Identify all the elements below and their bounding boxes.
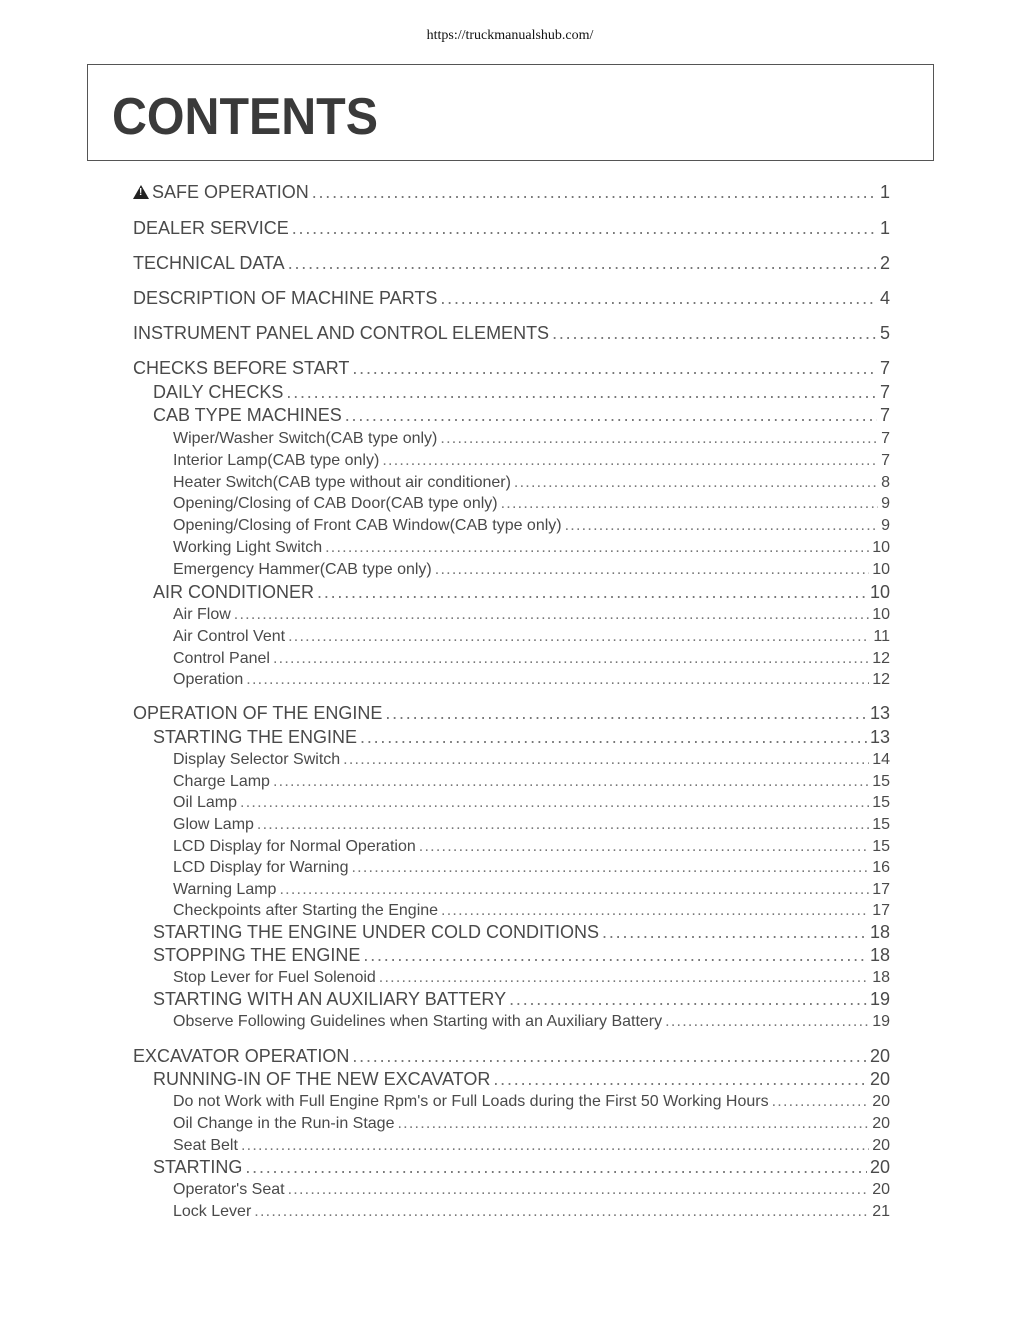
toc-page: 15 bbox=[872, 794, 890, 811]
toc-label: Opening/Closing of Front CAB Window(CAB type only) bbox=[173, 517, 562, 534]
toc-label: RUNNING-IN OF THE NEW EXCAVATOR bbox=[153, 1069, 491, 1089]
toc-page: 1 bbox=[879, 218, 890, 238]
toc-label: Opening/Closing of CAB Door(CAB type only) bbox=[173, 495, 498, 512]
dot-leader bbox=[552, 323, 877, 344]
toc-label: Glow Lamp bbox=[173, 816, 254, 833]
toc-label: Display Selector Switch bbox=[173, 751, 341, 768]
warning-triangle-icon bbox=[133, 185, 149, 199]
toc-entry bbox=[173, 859, 890, 877]
toc-page: 21 bbox=[872, 1203, 890, 1220]
dot-leader bbox=[312, 182, 877, 203]
dot-leader bbox=[565, 517, 878, 535]
dot-leader bbox=[254, 1203, 869, 1221]
toc-label: Working Light Switch bbox=[173, 539, 323, 556]
toc-page: 20 bbox=[872, 1115, 890, 1132]
toc-page: 10 bbox=[872, 561, 890, 578]
dot-leader bbox=[509, 989, 867, 1010]
toc-label: Seat Belt bbox=[173, 1137, 238, 1154]
dot-leader bbox=[379, 969, 869, 987]
toc-entry bbox=[133, 703, 890, 724]
dot-leader bbox=[288, 628, 870, 646]
source-url: https://truckmanualshub.com/ bbox=[426, 28, 594, 43]
toc-page: 12 bbox=[872, 671, 890, 688]
toc-entry bbox=[173, 1181, 890, 1199]
toc-label: DESCRIPTION OF MACHINE PARTS bbox=[133, 288, 438, 308]
dot-leader bbox=[351, 859, 869, 877]
dot-leader bbox=[352, 1046, 867, 1067]
toc-entry bbox=[153, 945, 890, 966]
dot-leader bbox=[241, 1137, 869, 1155]
toc-entry bbox=[173, 751, 890, 769]
dot-leader bbox=[273, 773, 869, 791]
dot-leader bbox=[240, 794, 869, 812]
toc-label: Checkpoints after Starting the Engine bbox=[173, 902, 439, 919]
toc-entry bbox=[153, 1157, 890, 1178]
dot-leader bbox=[257, 816, 869, 834]
toc-label: EXCAVATOR OPERATION bbox=[133, 1046, 350, 1066]
toc-entry bbox=[153, 582, 890, 603]
toc-entry bbox=[173, 606, 890, 624]
toc-entry bbox=[173, 474, 890, 492]
dot-leader bbox=[292, 218, 877, 239]
toc-label: CAB TYPE MACHINES bbox=[153, 405, 342, 425]
toc-entry bbox=[173, 1093, 890, 1111]
toc-page: 14 bbox=[872, 751, 890, 768]
toc-entry bbox=[173, 650, 890, 668]
dot-leader bbox=[245, 1157, 867, 1178]
toc-entry bbox=[133, 1046, 890, 1067]
toc-label: Air Flow bbox=[173, 606, 231, 623]
toc-label: OPERATION OF THE ENGINE bbox=[133, 703, 383, 723]
toc-page: 7 bbox=[881, 430, 890, 447]
toc-page: 10 bbox=[872, 539, 890, 556]
toc-label: INSTRUMENT PANEL AND CONTROL ELEMENTS bbox=[133, 323, 550, 343]
toc-label: Interior Lamp(CAB type only) bbox=[173, 452, 380, 469]
dot-leader bbox=[493, 1069, 867, 1090]
dot-leader bbox=[360, 727, 867, 748]
toc-page: 4 bbox=[879, 288, 890, 308]
toc-page: 13 bbox=[869, 703, 890, 723]
toc-page: 13 bbox=[869, 727, 890, 747]
toc-page: 17 bbox=[872, 902, 890, 919]
toc-page: 17 bbox=[872, 881, 890, 898]
toc-label: Warning Lamp bbox=[173, 881, 277, 898]
dot-leader bbox=[234, 606, 869, 624]
toc-label: LCD Display for Normal Operation bbox=[173, 838, 416, 855]
toc-label: STARTING bbox=[153, 1157, 243, 1177]
dot-leader bbox=[363, 945, 867, 966]
toc-entry bbox=[173, 1013, 890, 1031]
toc-entry bbox=[173, 902, 890, 920]
toc-entry bbox=[133, 218, 890, 239]
dot-leader bbox=[665, 1013, 869, 1031]
toc-page: 7 bbox=[879, 405, 890, 425]
toc-label: Oil Lamp bbox=[173, 794, 238, 811]
dot-leader bbox=[343, 751, 869, 769]
toc-entry bbox=[133, 323, 890, 344]
toc-entry bbox=[153, 989, 890, 1010]
toc-label: SAFE OPERATION bbox=[152, 182, 309, 202]
toc-entry bbox=[173, 561, 890, 579]
dot-leader bbox=[246, 671, 869, 689]
toc-page: 7 bbox=[879, 358, 890, 378]
toc-entry bbox=[173, 671, 890, 689]
dot-leader bbox=[440, 288, 877, 309]
toc-label: Observe Following Guidelines when Starting with an Auxiliary Battery bbox=[173, 1013, 663, 1030]
dot-leader bbox=[345, 405, 877, 426]
dot-leader bbox=[397, 1115, 869, 1133]
toc-page: 20 bbox=[869, 1046, 890, 1066]
toc-label: TECHNICAL DATA bbox=[133, 253, 285, 273]
toc-page: 20 bbox=[872, 1181, 890, 1198]
toc-page: 11 bbox=[873, 628, 890, 645]
toc-entry bbox=[153, 727, 890, 748]
toc-entry bbox=[173, 794, 890, 812]
toc-entry bbox=[173, 1137, 890, 1155]
dot-leader bbox=[279, 881, 869, 899]
toc-page: 20 bbox=[869, 1069, 890, 1089]
toc-entry bbox=[173, 628, 890, 646]
dot-leader bbox=[419, 838, 869, 856]
toc-page: 18 bbox=[872, 969, 890, 986]
dot-leader bbox=[772, 1093, 870, 1111]
toc-page: 20 bbox=[872, 1093, 890, 1110]
dot-leader bbox=[273, 650, 869, 668]
dot-leader bbox=[602, 922, 867, 943]
toc-page: 19 bbox=[869, 989, 890, 1009]
toc-entry bbox=[153, 382, 890, 403]
toc-label: CHECKS BEFORE START bbox=[133, 358, 350, 378]
toc-page: 2 bbox=[879, 253, 890, 273]
toc-entry bbox=[173, 816, 890, 834]
toc-page: 19 bbox=[872, 1013, 890, 1030]
toc-label: Operator's Seat bbox=[173, 1181, 285, 1198]
toc-entry bbox=[133, 288, 890, 309]
toc-label: Emergency Hammer(CAB type only) bbox=[173, 561, 432, 578]
toc-label: STARTING THE ENGINE bbox=[153, 727, 358, 747]
toc-label: DAILY CHECKS bbox=[153, 382, 284, 402]
dot-leader bbox=[286, 382, 877, 403]
toc-page: 20 bbox=[869, 1157, 890, 1177]
dot-leader bbox=[501, 495, 879, 513]
toc-entry bbox=[133, 358, 890, 379]
page-title: CONTENTS bbox=[112, 88, 378, 146]
toc-label: Lock Lever bbox=[173, 1203, 252, 1220]
toc-label: STARTING WITH AN AUXILIARY BATTERY bbox=[153, 989, 507, 1009]
dot-leader bbox=[325, 539, 869, 557]
toc-entry bbox=[173, 881, 890, 899]
toc-label: DEALER SERVICE bbox=[133, 218, 289, 238]
dot-leader bbox=[288, 253, 877, 274]
toc-page: 12 bbox=[872, 650, 890, 667]
toc-entry bbox=[173, 495, 890, 513]
toc-page: 10 bbox=[869, 582, 890, 602]
toc-page: 10 bbox=[872, 606, 890, 623]
dot-leader bbox=[382, 452, 878, 470]
dot-leader bbox=[288, 1181, 870, 1199]
toc-page: 15 bbox=[872, 773, 890, 790]
toc-entry bbox=[173, 1203, 890, 1221]
toc-entry bbox=[173, 452, 890, 470]
toc-label: Control Panel bbox=[173, 650, 270, 667]
toc-entry bbox=[153, 922, 890, 943]
dot-leader bbox=[440, 430, 878, 448]
toc-label: Do not Work with Full Engine Rpm's or Full Loads during the First 50 Working Hours bbox=[173, 1093, 769, 1110]
toc-label: Stop Lever for Fuel Solenoid bbox=[173, 969, 376, 986]
toc-label: STARTING THE ENGINE UNDER COLD CONDITIONS bbox=[153, 922, 600, 942]
toc-page: 9 bbox=[881, 495, 890, 512]
dot-leader bbox=[317, 582, 867, 603]
toc-entry bbox=[173, 517, 890, 535]
toc-page: 15 bbox=[872, 838, 890, 855]
toc-entry bbox=[173, 969, 890, 987]
toc-entry bbox=[173, 539, 890, 557]
toc-entry bbox=[173, 1115, 890, 1133]
toc-page: 8 bbox=[881, 474, 890, 491]
toc-label: STOPPING THE ENGINE bbox=[153, 945, 361, 965]
toc-page: 1 bbox=[879, 182, 890, 202]
toc-page: 9 bbox=[881, 517, 890, 534]
toc-label: Oil Change in the Run-in Stage bbox=[173, 1115, 395, 1132]
toc-entry bbox=[173, 773, 890, 791]
toc-page: 7 bbox=[881, 452, 890, 469]
dot-leader bbox=[385, 703, 867, 724]
toc-label: Wiper/Washer Switch(CAB type only) bbox=[173, 430, 438, 447]
dot-leader bbox=[514, 474, 878, 492]
dot-leader bbox=[435, 561, 869, 579]
toc-label: Charge Lamp bbox=[173, 773, 270, 790]
toc-entry bbox=[153, 405, 890, 426]
toc-label: Heater Switch(CAB type without air conditioner) bbox=[173, 474, 511, 491]
toc-page: 18 bbox=[869, 945, 890, 965]
toc-label: AIR CONDITIONER bbox=[153, 582, 315, 602]
toc-entry bbox=[133, 253, 890, 274]
toc-entry bbox=[153, 1069, 890, 1090]
toc-page: 16 bbox=[872, 859, 890, 876]
toc-entry bbox=[173, 838, 890, 856]
toc-entry bbox=[133, 182, 890, 203]
toc-page: 18 bbox=[869, 922, 890, 942]
toc-page: 20 bbox=[872, 1137, 890, 1154]
toc-entry bbox=[173, 430, 890, 448]
toc-label: LCD Display for Warning bbox=[173, 859, 349, 876]
toc-label: Operation bbox=[173, 671, 244, 688]
dot-leader bbox=[352, 358, 877, 379]
toc-page: 15 bbox=[872, 816, 890, 833]
toc-page: 7 bbox=[879, 382, 890, 402]
dot-leader bbox=[441, 902, 869, 920]
toc-label: Air Control Vent bbox=[173, 628, 286, 645]
toc-page: 5 bbox=[879, 323, 890, 343]
